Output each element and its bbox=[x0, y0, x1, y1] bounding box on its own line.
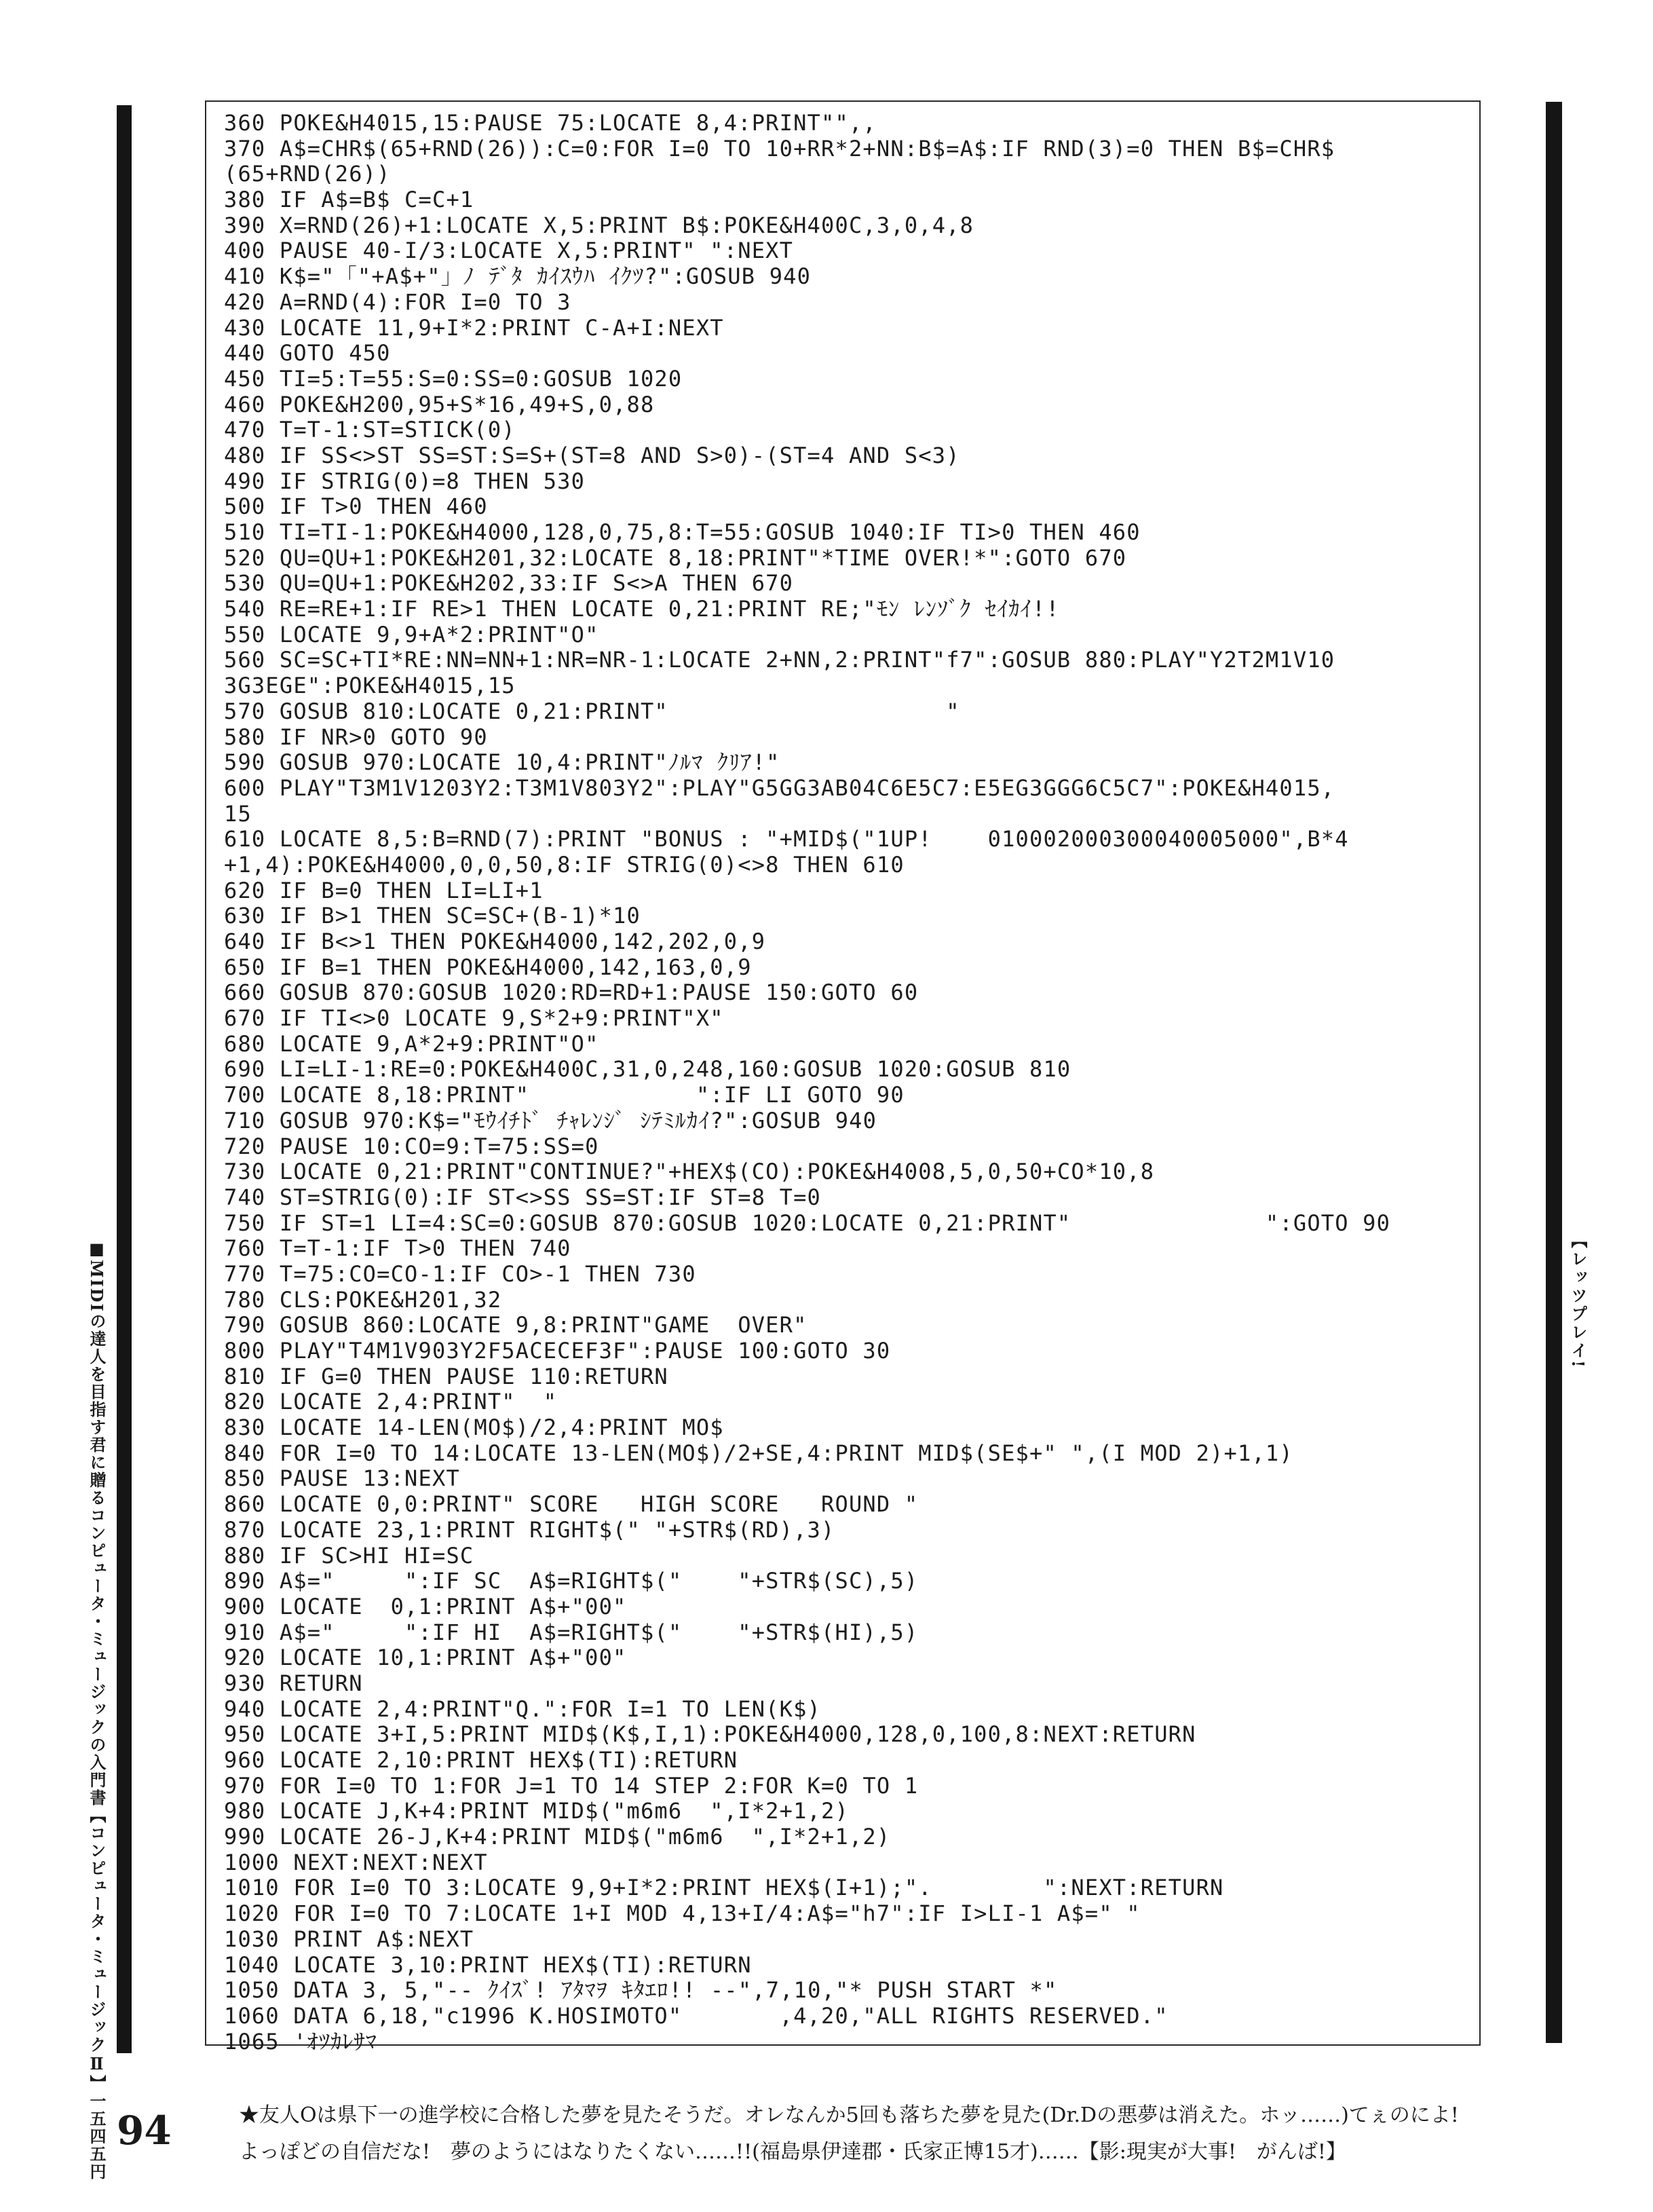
code-line: 550 LOCATE 9,9+A*2:PRINT"O" bbox=[224, 622, 599, 648]
code-line: 620 IF B=0 THEN LI=LI+1 bbox=[224, 878, 544, 903]
code-line: 1040 LOCATE 3,10:PRINT HEX$(TI):RETURN bbox=[224, 1952, 752, 1978]
code-line: 720 PAUSE 10:CO=9:T=75:SS=0 bbox=[224, 1133, 599, 1159]
code-line: 900 LOCATE 0,1:PRINT A$+"00" bbox=[224, 1594, 627, 1619]
code-line: 420 A=RND(4):FOR I=0 TO 3 bbox=[224, 289, 571, 315]
code-line: 660 GOSUB 870:GOSUB 1020:RD=RD+1:PAUSE 150:GOTO 60 bbox=[224, 980, 919, 1006]
code-line: 1030 PRINT A$:NEXT bbox=[224, 1926, 474, 1952]
code-line: 570 GOSUB 810:LOCATE 0,21:PRINT" " bbox=[224, 698, 960, 724]
code-line: 710 GOSUB 970:K$="ﾓｳｲﾁﾄﾞ ﾁｬﾚﾝｼﾞ ｼﾃﾐﾙｶｲ?":GOSUB 940 bbox=[224, 1108, 877, 1133]
code-line: 980 LOCATE J,K+4:PRINT MID$("m6m6 ",I*2+1,2) bbox=[224, 1799, 849, 1824]
code-line: 740 ST=STRIG(0):IF ST<>SS SS=ST:IF ST=8 T=0 bbox=[224, 1184, 822, 1210]
code-line: 1065 'ｵﾂｶﾚｻﾏ bbox=[224, 2029, 377, 2055]
code-line: 760 T=T-1:IF T>0 THEN 740 bbox=[224, 1236, 571, 1262]
code-line: 500 IF T>0 THEN 460 bbox=[224, 494, 488, 520]
code-line: 450 TI=5:T=55:S=0:SS=0:GOSUB 1020 bbox=[224, 366, 683, 392]
code-line: 850 PAUSE 13:NEXT bbox=[224, 1466, 460, 1492]
code-line: 750 IF ST=1 LI=4:SC=0:GOSUB 870:GOSUB 1020:LOCATE 0,21:PRINT" ":GOTO 90 bbox=[224, 1210, 1391, 1236]
code-line: 890 A$=" ":IF SC A$=RIGHT$(" "+STR$(SC),5) bbox=[224, 1569, 919, 1594]
code-line: 950 LOCATE 3+I,5:PRINT MID$(K$,I,1):POKE&H4000,128,0,100,8:NEXT:RETURN bbox=[224, 1722, 1196, 1748]
code-line: 1020 FOR I=0 TO 7:LOCATE 1+I MOD 4,13+I/4:A$="h7":IF I>LI-1 A$=" " bbox=[224, 1901, 1141, 1927]
code-line: 610 LOCATE 8,5:B=RND(7):PRINT "BONUS : "+MID$("1UP! 010002000300040005000",B*4 bbox=[224, 827, 1349, 852]
code-line: 820 LOCATE 2,4:PRINT" " bbox=[224, 1389, 558, 1415]
footer-line-1: ★友人Oは県下一の進学校に合格した夢を見たそうだ。オレなんか5回も落ちた夢を見た(Dr.Dの悪夢は消えた。ホッ……)てぇのによ! bbox=[239, 2103, 1459, 2127]
code-line: 700 LOCATE 8,18:PRINT" ":IF LI GOTO 90 bbox=[224, 1083, 905, 1108]
right-margin-bar bbox=[1546, 102, 1562, 2043]
code-line: 770 T=75:CO=CO-1:IF CO>-1 THEN 730 bbox=[224, 1261, 696, 1287]
code-line: 3G3EGE":POKE&H4015,15 bbox=[224, 673, 516, 699]
code-line: 460 POKE&H200,95+S*16,49+S,0,88 bbox=[224, 392, 655, 417]
code-line: 670 IF TI<>0 LOCATE 9,S*2+9:PRINT"X" bbox=[224, 1006, 724, 1032]
code-line: (65+RND(26)) bbox=[224, 162, 391, 187]
footer-line-2: よっぽどの自信だな! 夢のようにはなりたくない……!!(福島県伊達郡・氏家正博15才)……【影:現実が大事! がんば!】 bbox=[239, 2140, 1346, 2164]
code-line: 800 PLAY"T4M1V903Y2F5ACECEF3F":PAUSE 100:GOTO 30 bbox=[224, 1338, 891, 1364]
code-line: 370 A$=CHR$(65+RND(26)):C=0:FOR I=0 TO 10+RR*2+NN:B$=A$:IF RND(3)=0 THEN B$=CHR$ bbox=[224, 136, 1335, 162]
code-line: 840 FOR I=0 TO 14:LOCATE 13-LEN(MO$)/2+SE,4:PRINT MID$(SE$+" ",(I MOD 2)+1,1) bbox=[224, 1440, 1293, 1466]
side-caption bbox=[85, 1239, 115, 2181]
program-listing bbox=[224, 111, 1479, 2055]
code-line: 600 PLAY"T3M1V1203Y2:T3M1V803Y2":PLAY"G5GG3AB04C6E5C7:E5EG3GGG6C5C7":POKE&H4015, bbox=[224, 775, 1335, 801]
code-line: 640 IF B<>1 THEN POKE&H4000,142,202,0,9 bbox=[224, 929, 766, 954]
code-line: 1000 NEXT:NEXT:NEXT bbox=[224, 1850, 488, 1875]
code-line: 490 IF STRIG(0)=8 THEN 530 bbox=[224, 468, 586, 494]
code-line: 830 LOCATE 14-LEN(MO$)/2,4:PRINT MO$ bbox=[224, 1415, 724, 1441]
code-line: 520 QU=QU+1:POKE&H201,32:LOCATE 8,18:PRINT"*TIME OVER!*":GOTO 670 bbox=[224, 545, 1127, 571]
side-caption-text: ■MIDIの達人を目指す君に贈るコンピュータ・ミュージックの入門書【コンピュータ・ミュージックⅡ】一五四五円 bbox=[87, 1239, 107, 2181]
code-line: 360 POKE&H4015,15:PAUSE 75:LOCATE 8,4:PRINT"",, bbox=[224, 111, 877, 136]
code-line: 560 SC=SC+TI*RE:NN=NN+1:NR=NR-1:LOCATE 2+NN,2:PRINT"f7":GOSUB 880:PLAY"Y2T2M1V10 bbox=[224, 648, 1335, 673]
code-line: 730 LOCATE 0,21:PRINT"CONTINUE?"+HEX$(CO):POKE&H4008,5,0,50+CO*10,8 bbox=[224, 1159, 1155, 1185]
code-line: 15 bbox=[224, 801, 252, 827]
left-margin-bar bbox=[117, 105, 132, 2053]
code-line: 630 IF B>1 THEN SC=SC+(B-1)*10 bbox=[224, 903, 641, 929]
page-number: 94 bbox=[117, 2107, 172, 2154]
footer-note bbox=[239, 2097, 1494, 2171]
code-line: 470 T=T-1:ST=STICK(0) bbox=[224, 417, 516, 443]
code-line: 430 LOCATE 11,9+I*2:PRINT C-A+I:NEXT bbox=[224, 315, 724, 341]
code-line: 990 LOCATE 26-J,K+4:PRINT MID$("m6m6 ",I*2+1,2) bbox=[224, 1824, 891, 1850]
code-line: 440 GOTO 450 bbox=[224, 341, 391, 367]
code-line: 580 IF NR>0 GOTO 90 bbox=[224, 724, 488, 750]
code-line: 380 IF A$=B$ C=C+1 bbox=[224, 187, 474, 213]
code-line: 1060 DATA 6,18,"c1996 K.HOSIMOTO" ,4,20,"ALL RIGHTS RESERVED." bbox=[224, 2003, 1168, 2029]
code-line: 390 X=RND(26)+1:LOCATE X,5:PRINT B$:POKE&H400C,3,0,4,8 bbox=[224, 212, 974, 238]
code-line: 1050 DATA 3, 5,"-- ｸｲｽﾞ! ｱﾀﾏｦ ｷﾀｴﾛ!! --",7,10,"* PUSH START *" bbox=[224, 1978, 1058, 2004]
code-line: 790 GOSUB 860:LOCATE 9,8:PRINT"GAME OVER" bbox=[224, 1313, 808, 1338]
code-line: 540 RE=RE+1:IF RE>1 THEN LOCATE 0,21:PRINT RE;"ﾓﾝ ﾚﾝｿﾞｸ ｾｲｶｲ!! bbox=[224, 597, 1060, 622]
code-line: 530 QU=QU+1:POKE&H202,33:IF S<>A THEN 670 bbox=[224, 571, 794, 597]
code-line: 930 RETURN bbox=[224, 1670, 363, 1696]
code-line: 870 LOCATE 23,1:PRINT RIGHT$(" "+STR$(RD),3) bbox=[224, 1517, 835, 1543]
code-line: 590 GOSUB 970:LOCATE 10,4:PRINT"ﾉﾙﾏ ｸﾘｱ!" bbox=[224, 750, 780, 776]
code-line: 690 LI=LI-1:RE=0:POKE&H400C,31,0,248,160:GOSUB 1020:GOSUB 810 bbox=[224, 1057, 1071, 1083]
code-line: 650 IF B=1 THEN POKE&H4000,142,163,0,9 bbox=[224, 954, 752, 980]
code-line: 920 LOCATE 10,1:PRINT A$+"00" bbox=[224, 1645, 627, 1671]
code-line: 480 IF SS<>ST SS=ST:S=S+(ST=8 AND S>0)-(ST=4 AND S<3) bbox=[224, 443, 960, 468]
code-line: 940 LOCATE 2,4:PRINT"Q.":FOR I=1 TO LEN(K$) bbox=[224, 1696, 822, 1722]
code-line: 910 A$=" ":IF HI A$=RIGHT$(" "+STR$(HI),5) bbox=[224, 1619, 919, 1645]
right-caption bbox=[1566, 1232, 1593, 1370]
code-line: 680 LOCATE 9,A*2+9:PRINT"O" bbox=[224, 1031, 599, 1057]
code-line: 960 LOCATE 2,10:PRINT HEX$(TI):RETURN bbox=[224, 1748, 738, 1773]
code-line: +1,4):POKE&H4000,0,0,50,8:IF STRIG(0)<>8 THEN 610 bbox=[224, 852, 905, 878]
right-caption-text: 【レッツプレイ! bbox=[1568, 1232, 1588, 1370]
code-line: 880 IF SC>HI HI=SC bbox=[224, 1543, 474, 1569]
code-line: 510 TI=TI-1:POKE&H4000,128,0,75,8:T=55:GOSUB 1040:IF TI>0 THEN 460 bbox=[224, 520, 1141, 545]
code-line: 410 K$="「"+A$+"」ﾉ ﾃﾞﾀ ｶｲｽｳﾊ ｲｸﾂ?":GOSUB 940 bbox=[224, 264, 812, 290]
code-line: 1010 FOR I=0 TO 3:LOCATE 9,9+I*2:PRINT HEX$(I+1);". ":NEXT:RETURN bbox=[224, 1875, 1224, 1901]
code-line: 780 CLS:POKE&H201,32 bbox=[224, 1287, 502, 1313]
code-line: 810 IF G=0 THEN PAUSE 110:RETURN bbox=[224, 1364, 668, 1389]
code-line: 970 FOR I=0 TO 1:FOR J=1 TO 14 STEP 2:FOR K=0 TO 1 bbox=[224, 1773, 919, 1799]
code-line: 860 LOCATE 0,0:PRINT" SCORE HIGH SCORE ROUND " bbox=[224, 1492, 919, 1518]
code-line: 400 PAUSE 40-I/3:LOCATE X,5:PRINT" ":NEXT bbox=[224, 238, 794, 264]
